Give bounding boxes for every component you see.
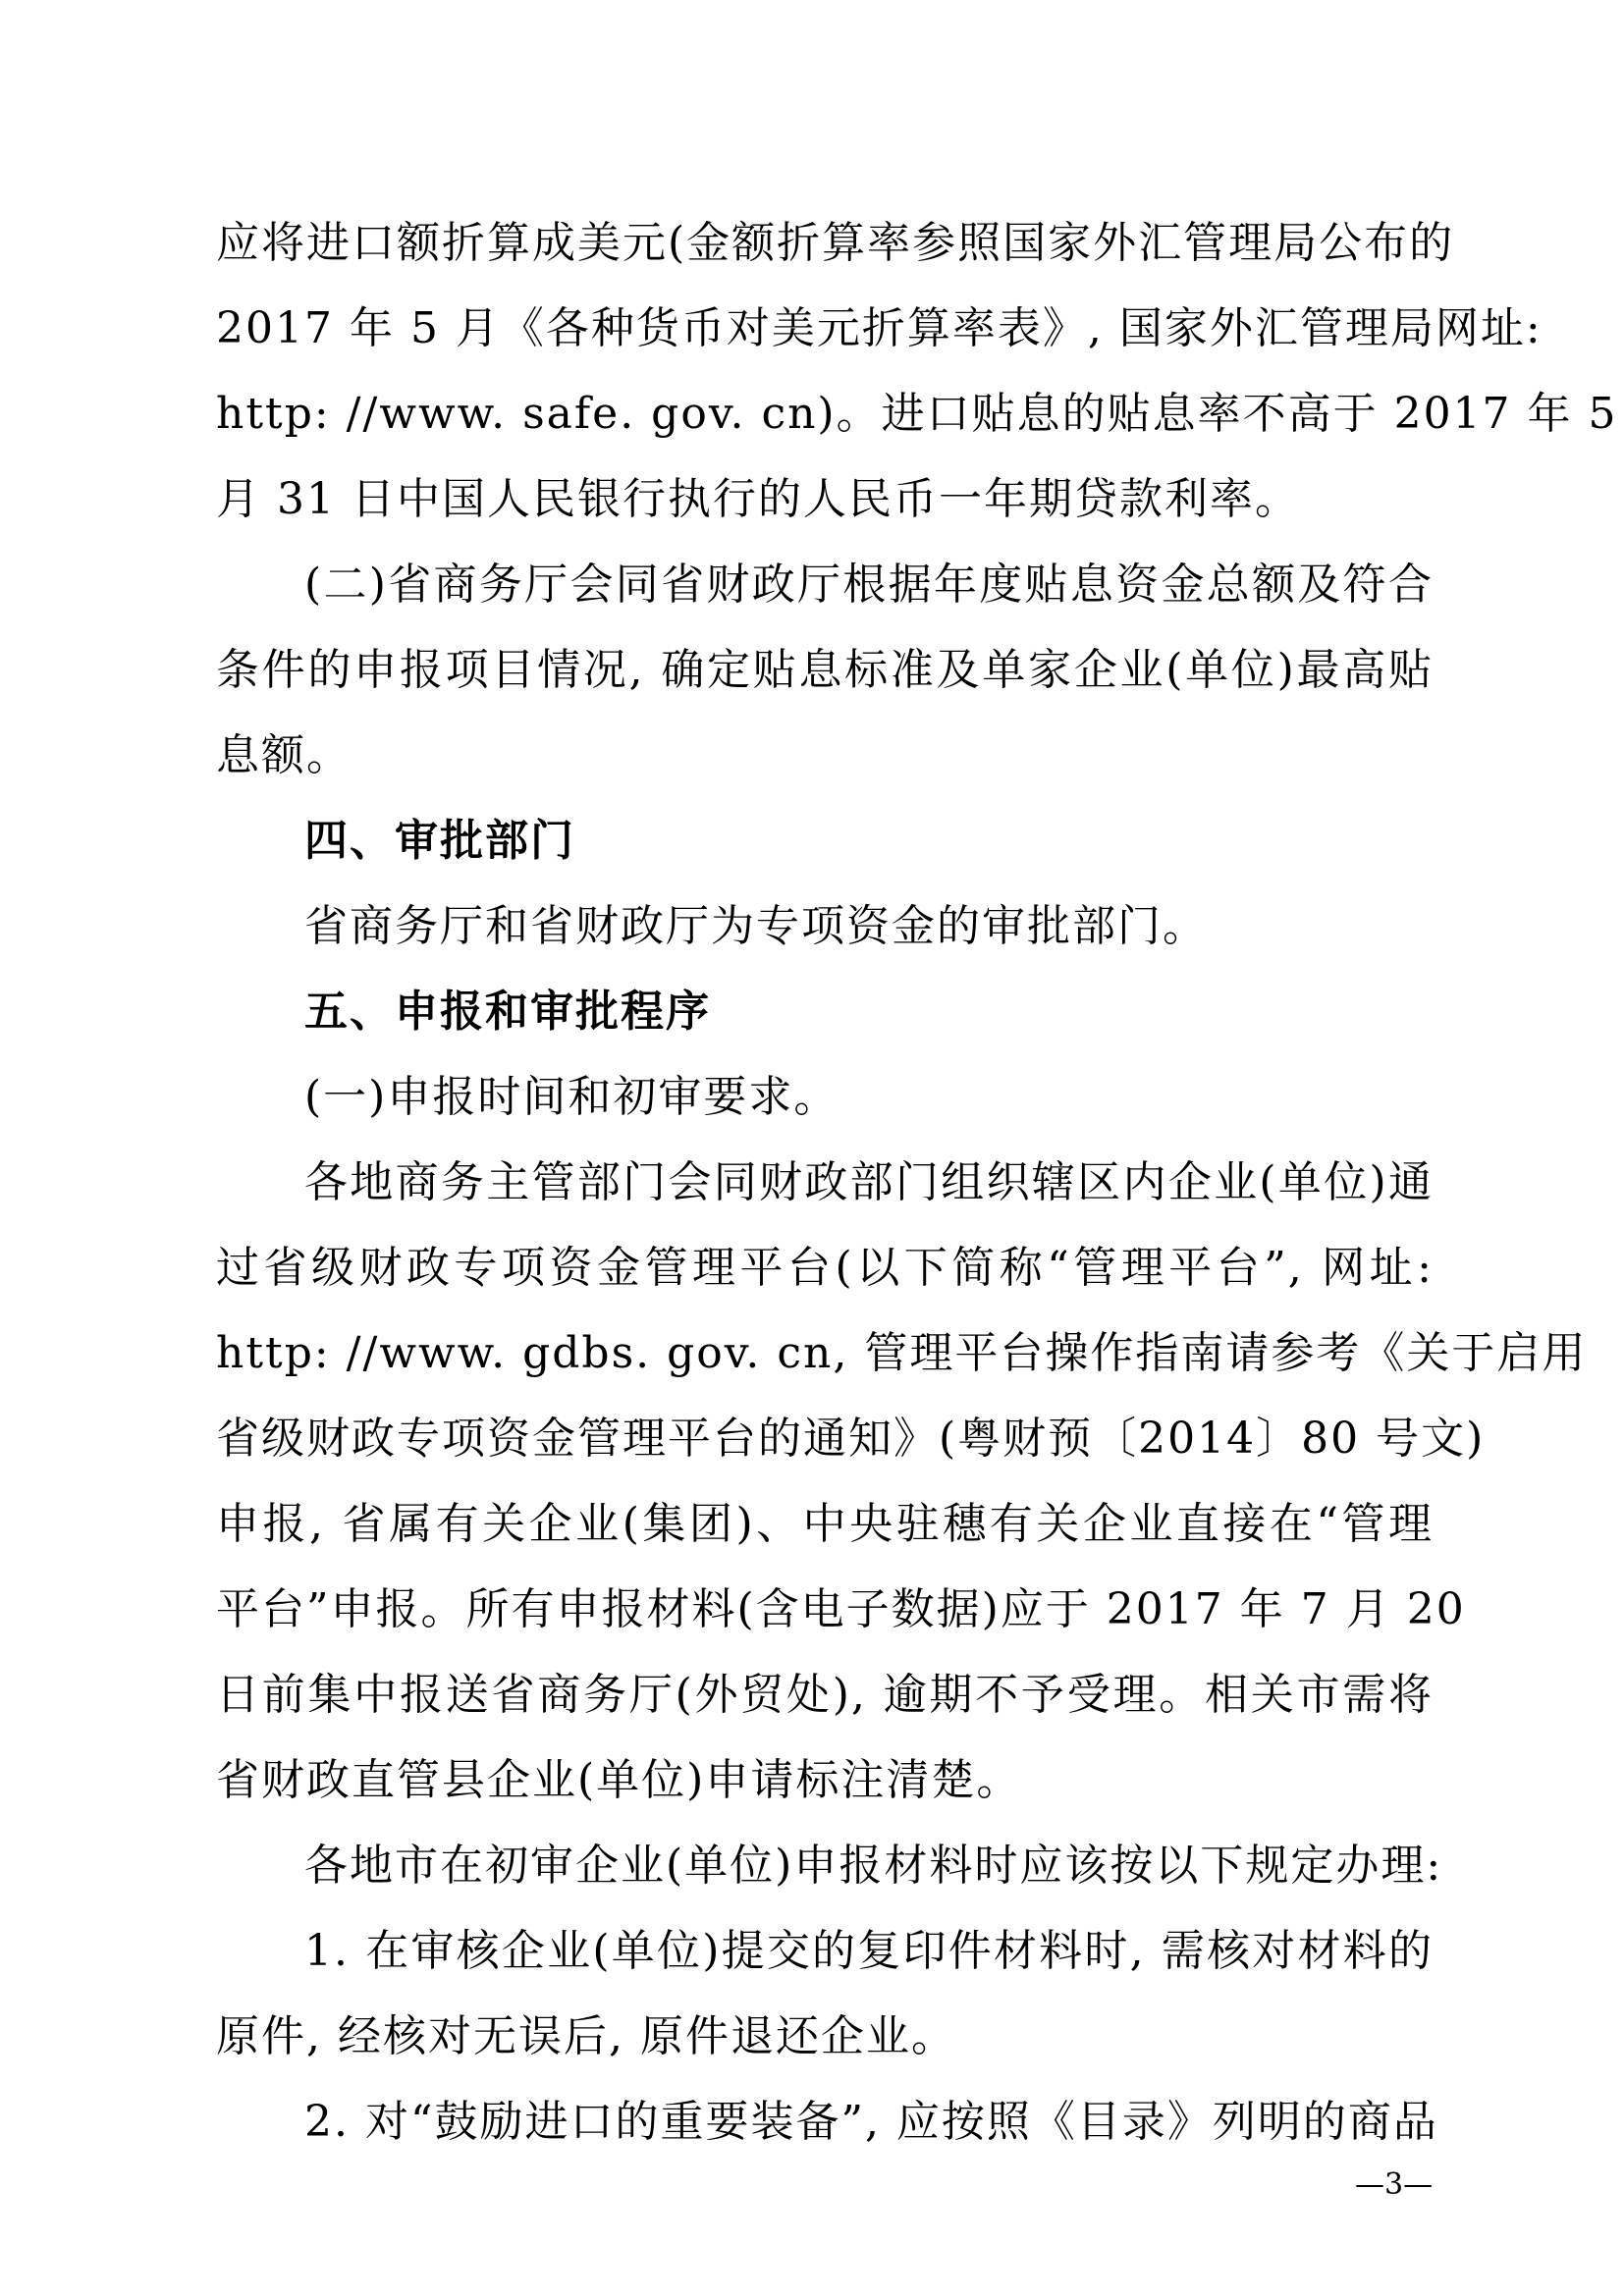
body-line-6: 条件的申报项目情况, 确定贴息标准及单家企业(单位)最高贴: [216, 645, 1434, 695]
section-heading-approval: 四、审批部门: [304, 816, 575, 866]
body-line-14: http: //www. gdbs. gov. cn, 管理平台操作指南请参考《关于启用: [216, 1328, 1588, 1378]
body-line-20: 各地市在初审企业(单位)申报材料时应该按以下规定办理:: [304, 1841, 1443, 1891]
body-line-18: 日前集中报送省商务厅(外贸处), 逾期不予受理。相关市需将: [216, 1670, 1434, 1720]
body-line-7: 息额。: [216, 730, 352, 780]
body-line-17: 平台”申报。所有申报材料(含电子数据)应于 2017 年 7 月 20: [216, 1584, 1466, 1634]
body-line-13: 过省级财政专项资金管理平台(以下简称“管理平台”, 网址:: [216, 1243, 1434, 1293]
body-line-21: 1. 在审核企业(单位)提交的复印件材料时, 需核对材料的: [304, 1926, 1434, 1976]
body-line-2: 2017 年 5 月《各种货币对美元折算率表》, 国家外汇管理局网址:: [216, 303, 1543, 353]
body-line-5: (二)省商务厅会同省财政厅根据年度贴息资金总额及符合: [304, 560, 1434, 610]
section-heading-procedure: 五、申报和审批程序: [304, 987, 711, 1037]
body-line-1: 应将进口额折算成美元(金额折算率参照国家外汇管理局公布的: [216, 218, 1455, 268]
body-line-12: 各地商务主管部门会同财政部门组织辖区内企业(单位)通: [304, 1157, 1434, 1207]
body-line-4: 月 31 日中国人民银行执行的人民币一年期贷款利率。: [216, 474, 1300, 524]
body-line-9: 省商务厅和省财政厅为专项资金的审批部门。: [304, 901, 1208, 951]
page-number: —3—: [1355, 2167, 1434, 2202]
body-line-19: 省财政直管县企业(单位)申请标注清楚。: [216, 1755, 1022, 1805]
body-line-23: 2. 对“鼓励进口的重要装备”, 应按照《目录》列明的商品: [304, 2097, 1438, 2147]
body-line-11: (一)申报时间和初审要求。: [304, 1072, 839, 1122]
body-line-16: 申报, 省属有关企业(集团)、中央驻穗有关企业直接在“管理: [216, 1499, 1434, 1549]
body-line-15: 省级财政专项资金管理平台的通知》(粤财预〔2014〕80 号文): [216, 1414, 1486, 1464]
body-line-3: http: //www. safe. gov. cn)。进口贴息的贴息率不高于 2017 年 5: [216, 389, 1618, 439]
body-line-22: 原件, 经核对无误后, 原件退还企业。: [216, 2011, 956, 2061]
